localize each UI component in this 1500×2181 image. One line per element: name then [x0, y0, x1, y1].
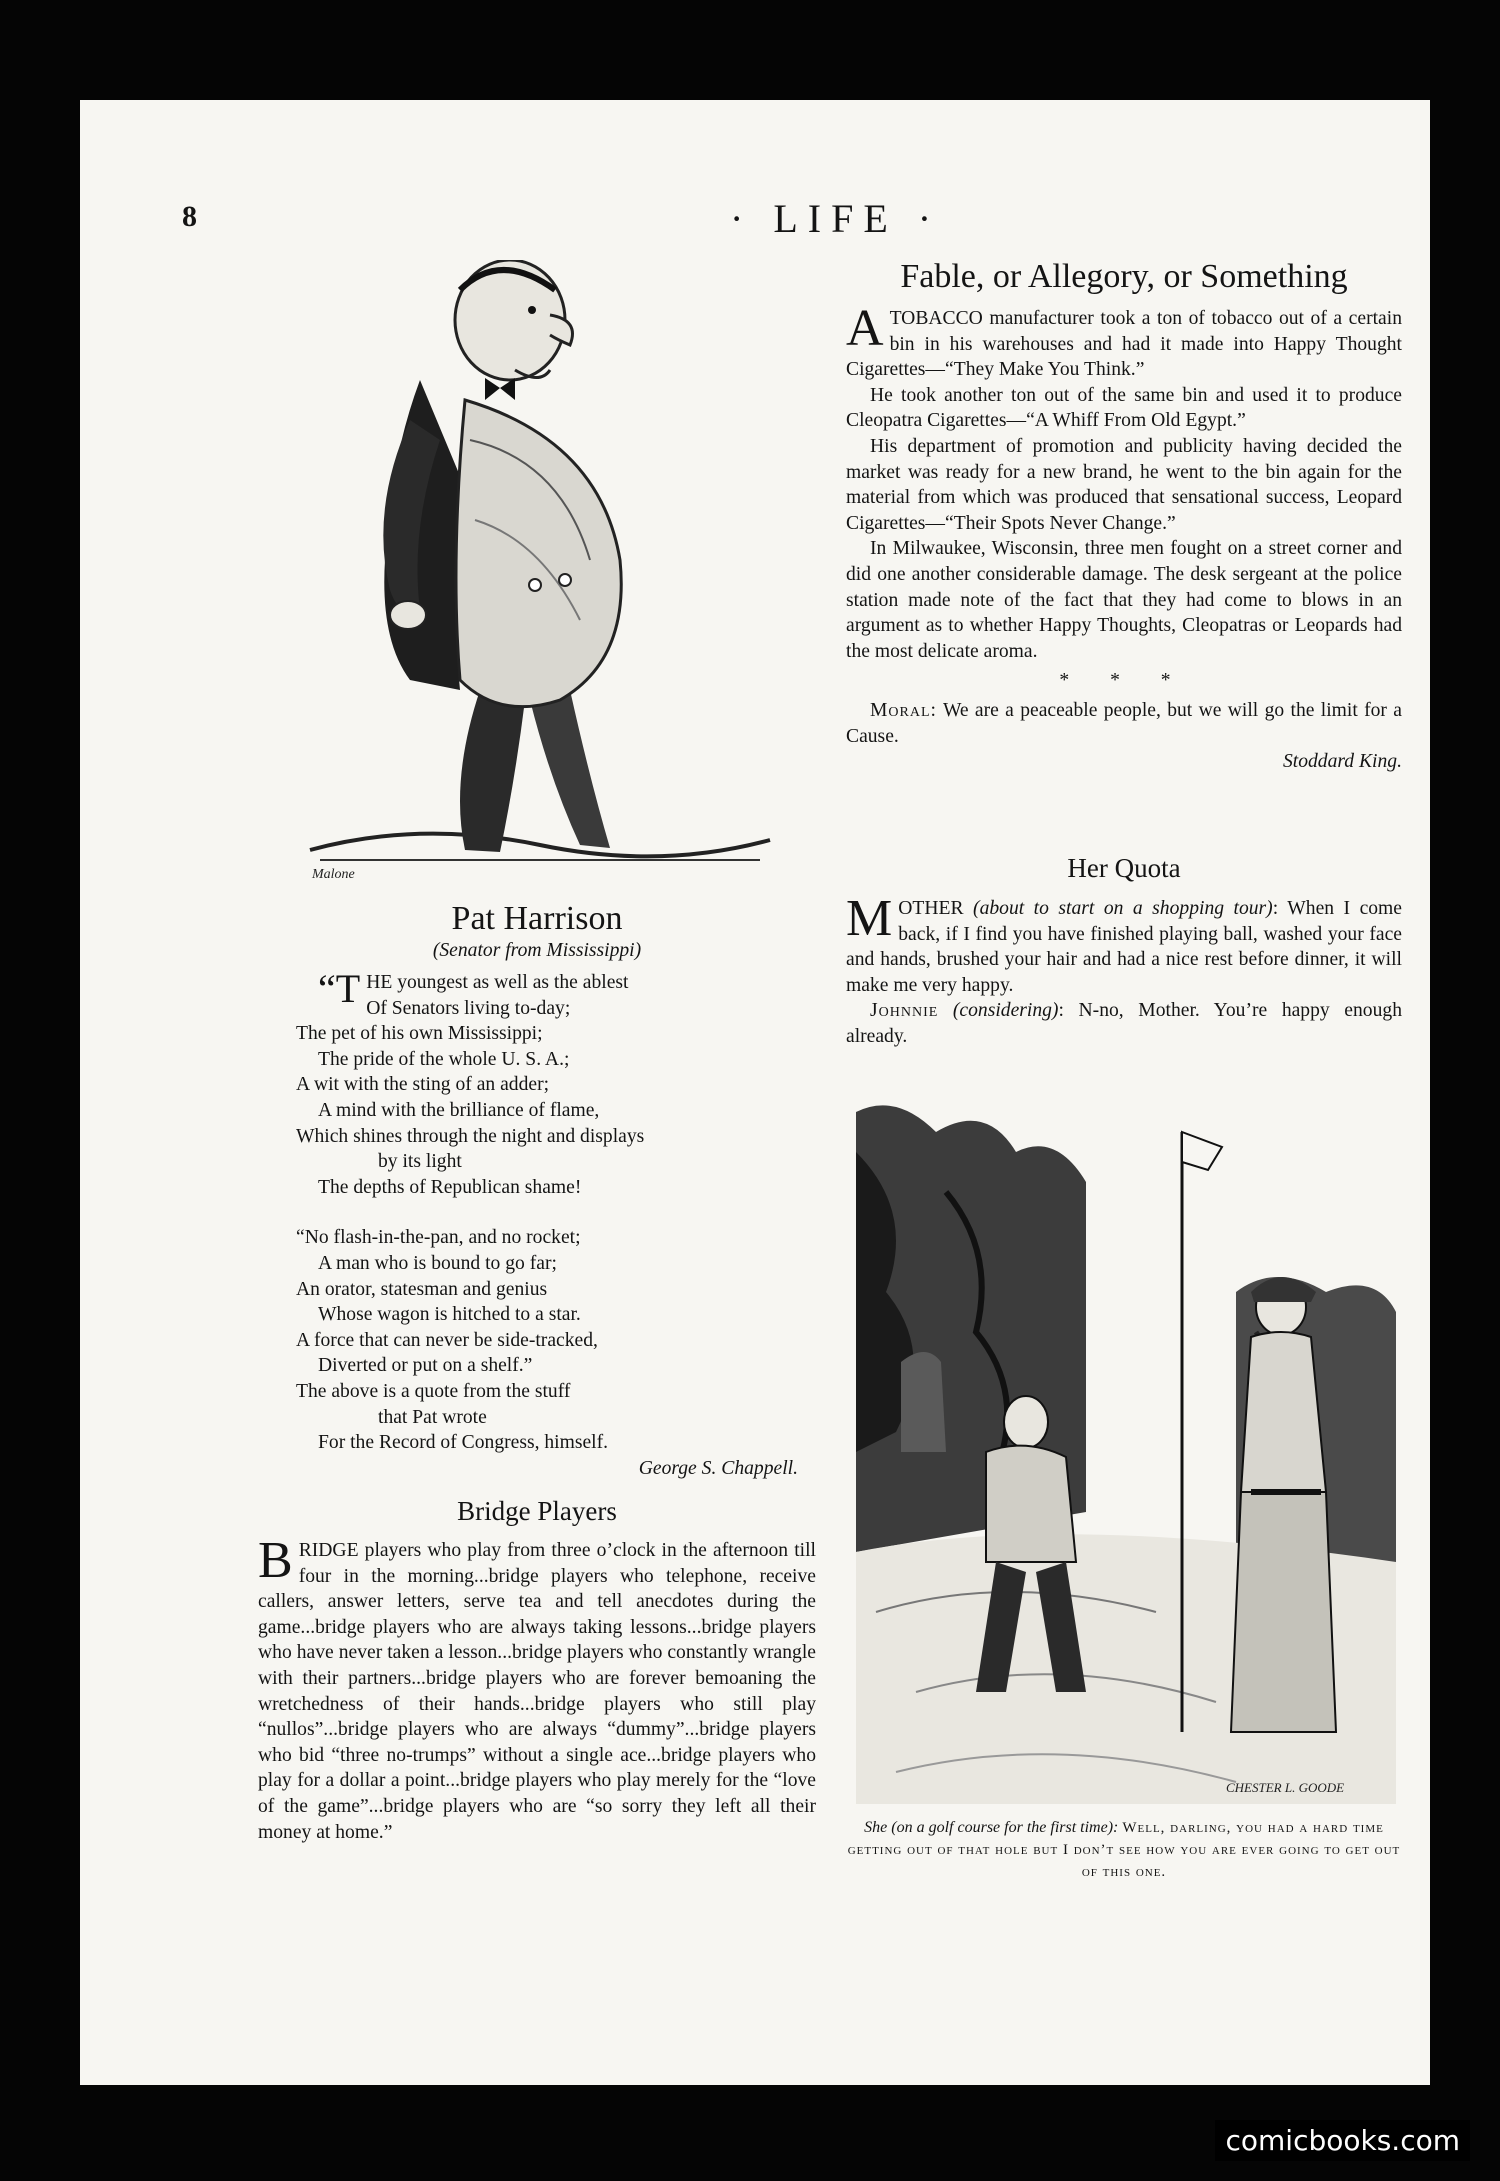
- cartoon-artist-signature: CHESTER L. GOODE: [1226, 1780, 1345, 1795]
- fable-paragraph: His department of promotion and publicity having decided the market was ready for a new brand, he went to the bin again for the material from which was produced that sensational success, Leopard Cigarettes—“Their Spots Never Change.”: [846, 435, 1402, 534]
- quota-paragraph: Johnnie (considering): N-no, Mother. You’re happy enough already.: [846, 1000, 1402, 1047]
- poem-line: An orator, statesman and genius: [296, 1278, 548, 1300]
- poem-line: The depths of Republican shame!: [318, 1176, 582, 1198]
- poem-drop-cap: “T: [318, 966, 361, 1011]
- quota-paragraph: MOTHER (about to start on a shopping tour): When I come back, if I find you have finished playing ball, washed your face and hands, brushed your hair and had a nice rest before dinner, it will make me very happy.: [846, 890, 1402, 996]
- watermark: comicbooks.com: [1215, 2120, 1470, 2161]
- fable-signature: Stoddard King.: [1282, 751, 1402, 773]
- fable-paragraph: In Milwaukee, Wisconsin, three men fought on a street corner and did one another considerable damage. The desk sergeant at the police station made note of the fact that they had come to blows in an argument as to whether Happy Thoughts, Cleopatras or Leopards had the most delicate aroma.: [846, 538, 1402, 662]
- poem-line: The above is a quote from the stuff: [296, 1380, 571, 1402]
- masthead: · LIFE ·: [730, 196, 942, 241]
- fable-title: Fable, or Allegory, or Something: [900, 258, 1348, 295]
- quota-drop-cap: M: [846, 890, 893, 947]
- bridge-players-title: Bridge Players: [457, 1496, 617, 1526]
- page-number: 8: [182, 200, 197, 233]
- bridge-paragraph: BRIDGE players who play from three o’clock in the afternoon till four in the morning...bridge players who telephone, receive callers, answer letters, serve tea and tell anecdotes during the game...bridge players who are always taking lessons...bridge players who have never taken a lesson...bridge players who constantly wrangle with their partners...bridge players who are forever bemoaning the wretchedness of their hands...bridge players who still play “nullos”...bridge players who are always “dummy”...bridge players who bid “three no-trumps” without a single ace...bridge players who play for a dollar a point...bridge players who play merely for the “love of the game”...bridge players who are “so sorry they left all their money at home.”: [258, 1532, 816, 1843]
- poem-line: A wit with the sting of an adder;: [296, 1074, 550, 1096]
- poem-line: by its light: [378, 1151, 462, 1173]
- her-quota-body: [846, 890, 1402, 1050]
- poem-signature: George S. Chappell.: [638, 1457, 798, 1479]
- caricature-illustration: [300, 260, 780, 885]
- poem-line: A mind with the brilliance of flame,: [318, 1099, 600, 1121]
- fable-body: [846, 300, 1402, 775]
- poem-line: Whose wagon is hitched to a star.: [318, 1304, 581, 1326]
- pat-harrison-title: Pat Harrison: [451, 900, 623, 937]
- her-quota-title: Her Quota: [1067, 853, 1181, 883]
- poem-line: The pride of the whole U. S. A.;: [318, 1048, 570, 1070]
- poem-line: A force that can never be side-tracked,: [296, 1329, 598, 1351]
- golf-cartoon-illustration: [856, 1092, 1396, 1804]
- poem-line: Diverted or put on a shelf.”: [318, 1355, 533, 1377]
- poem-line: HE youngest as well as the ablest: [366, 972, 629, 993]
- caption-text: Well, darling, you had a hard time getting out of that hole but I don’t see how you are ever going to get out of this one.: [847, 1820, 1401, 1880]
- fable-moral: Moral: We are a peaceable people, but we will go the limit for a Cause.: [846, 699, 1402, 747]
- poem-line: The pet of his own Mississippi;: [296, 1023, 543, 1045]
- bridge-drop-cap: B: [258, 1532, 293, 1589]
- poem-line: Which shines through the night and displays: [296, 1125, 645, 1147]
- bridge-players-body: [258, 1532, 816, 1845]
- fable-drop-cap: A: [846, 300, 884, 357]
- poem-line: A man who is bound to go far;: [318, 1252, 557, 1274]
- pat-harrison-poem: [296, 966, 798, 1481]
- golf-cartoon-caption: [846, 1817, 1402, 1883]
- caption-italic: She (on a golf course for the first time):: [864, 1819, 1119, 1836]
- poem-line: Of Senators living to-day;: [366, 997, 571, 1019]
- caricature-artist-signature: Malone: [312, 867, 355, 882]
- pat-harrison-subtitle: (Senator from Mississippi): [432, 940, 642, 961]
- poem-line: For the Record of Congress, himself.: [318, 1432, 609, 1454]
- fable-paragraph: He took another ton out of the same bin and used it to produce Cleopatra Cigarettes—“A Whiff From Old Egypt.”: [846, 384, 1402, 432]
- section-stars: * * *: [1059, 670, 1189, 692]
- fable-paragraph: ATOBACCO manufacturer took a ton of tobacco out of a certain bin in his warehouses and had it made into Happy Thought Cigarettes—“They Make You Think.”: [846, 300, 1402, 381]
- poem-line: that Pat wrote: [378, 1406, 487, 1428]
- poem-line: “No flash-in-the-pan, and no rocket;: [296, 1227, 581, 1249]
